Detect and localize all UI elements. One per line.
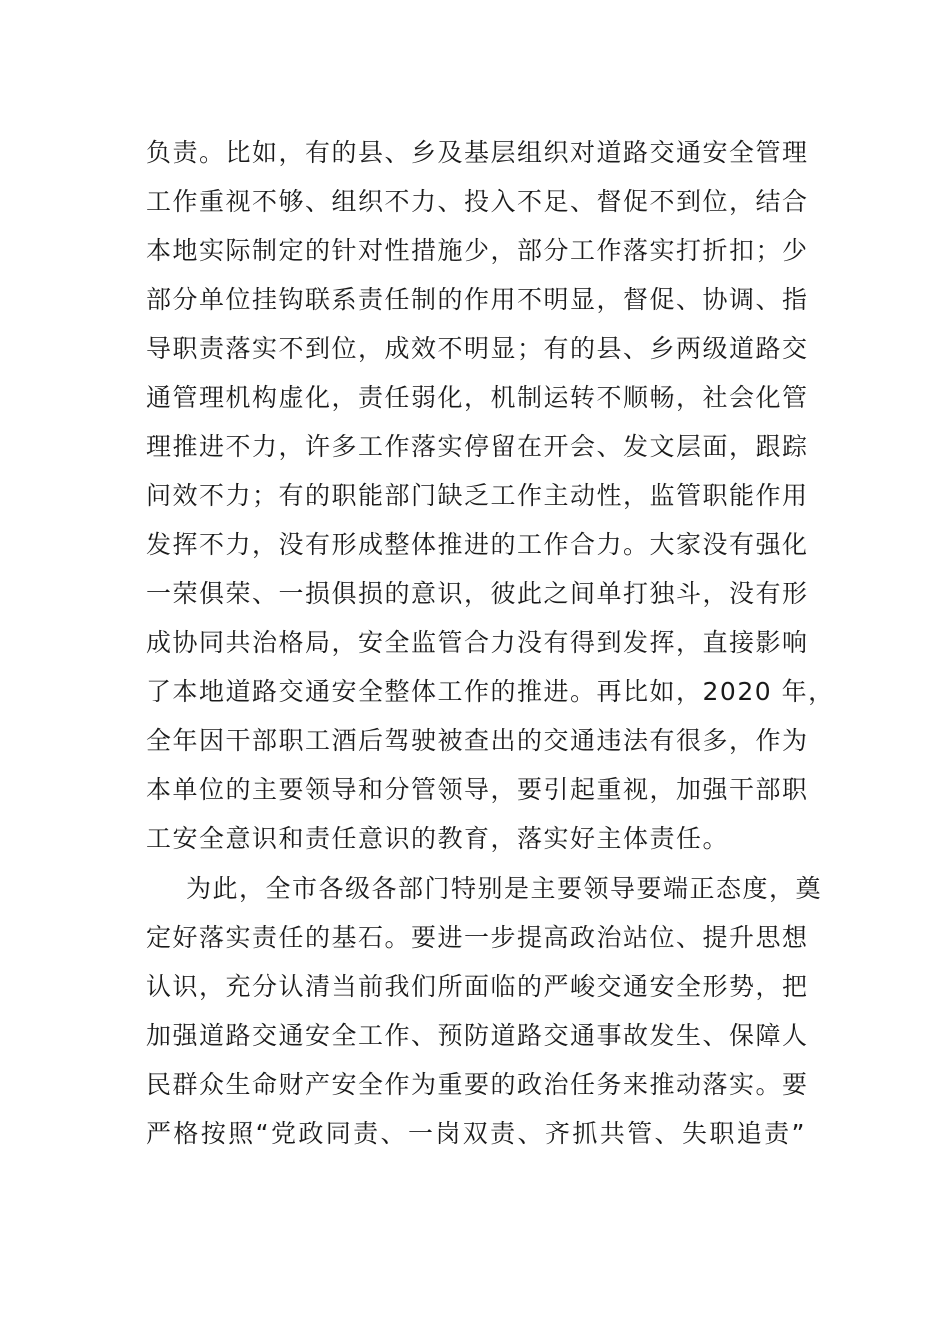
paragraph-2 [146, 864, 823, 1158]
text-line: 通管理机构虚化，责任弱化，机制运转不顺畅，社会化管 [146, 383, 809, 412]
text-line: 民群众生命财产安全作为重要的政治任务来推动落实。要 [146, 1070, 809, 1099]
text-line: 加强道路交通安全工作、预防道路交通事故发生、保障人 [146, 1021, 809, 1050]
text-line: 工安全意识和责任意识的教育，落实好主体责任。 [146, 824, 730, 853]
text-line: 部分单位挂钩联系责任制的作用不明显，督促、协调、指 [146, 285, 809, 314]
text-line: 本单位的主要领导和分管领导，要引起重视，加强干部职 [146, 775, 809, 804]
text-line: 全年因干部职工酒后驾驶被查出的交通违法有很多，作为 [146, 726, 809, 755]
text-line: 问效不力；有的职能部门缺乏工作主动性，监管职能作用 [146, 481, 809, 510]
text-line: 成协同共治格局，安全监管合力没有得到发挥，直接影响 [146, 628, 809, 657]
text-line: 认识，充分认清当前我们所面临的严峻交通安全形势，把 [146, 972, 809, 1001]
text-line: 负责。比如，有的县、乡及基层组织对道路交通安全管理 [146, 138, 809, 167]
text-line: 理推进不力，许多工作落实停留在开会、发文层面，跟踪 [146, 432, 809, 461]
text-line: 一荣俱荣、一损俱损的意识，彼此之间单打独斗，没有形 [146, 579, 809, 608]
text-line: 导职责落实不到位，成效不明显；有的县、乡两级道路交 [146, 334, 809, 363]
text-line: 工作重视不够、组织不力、投入不足、督促不到位，结合 [146, 187, 809, 216]
text-line: 了本地道路交通安全整体工作的推进。再比如，2020 年， [146, 677, 835, 706]
text-line: 为此，全市各级各部门特别是主要领导要端正态度，奠 [186, 874, 823, 903]
text-line: 严格按照“党政同责、一岗双责、齐抓共管、失职追责” [146, 1119, 806, 1148]
paragraph-1 [146, 128, 835, 863]
text-line: 本地实际制定的针对性措施少，部分工作落实打折扣；少 [146, 236, 809, 265]
text-line: 定好落实责任的基石。要进一步提高政治站位、提升思想 [146, 923, 809, 952]
text-line: 发挥不力，没有形成整体推进的工作合力。大家没有强化 [146, 530, 809, 559]
